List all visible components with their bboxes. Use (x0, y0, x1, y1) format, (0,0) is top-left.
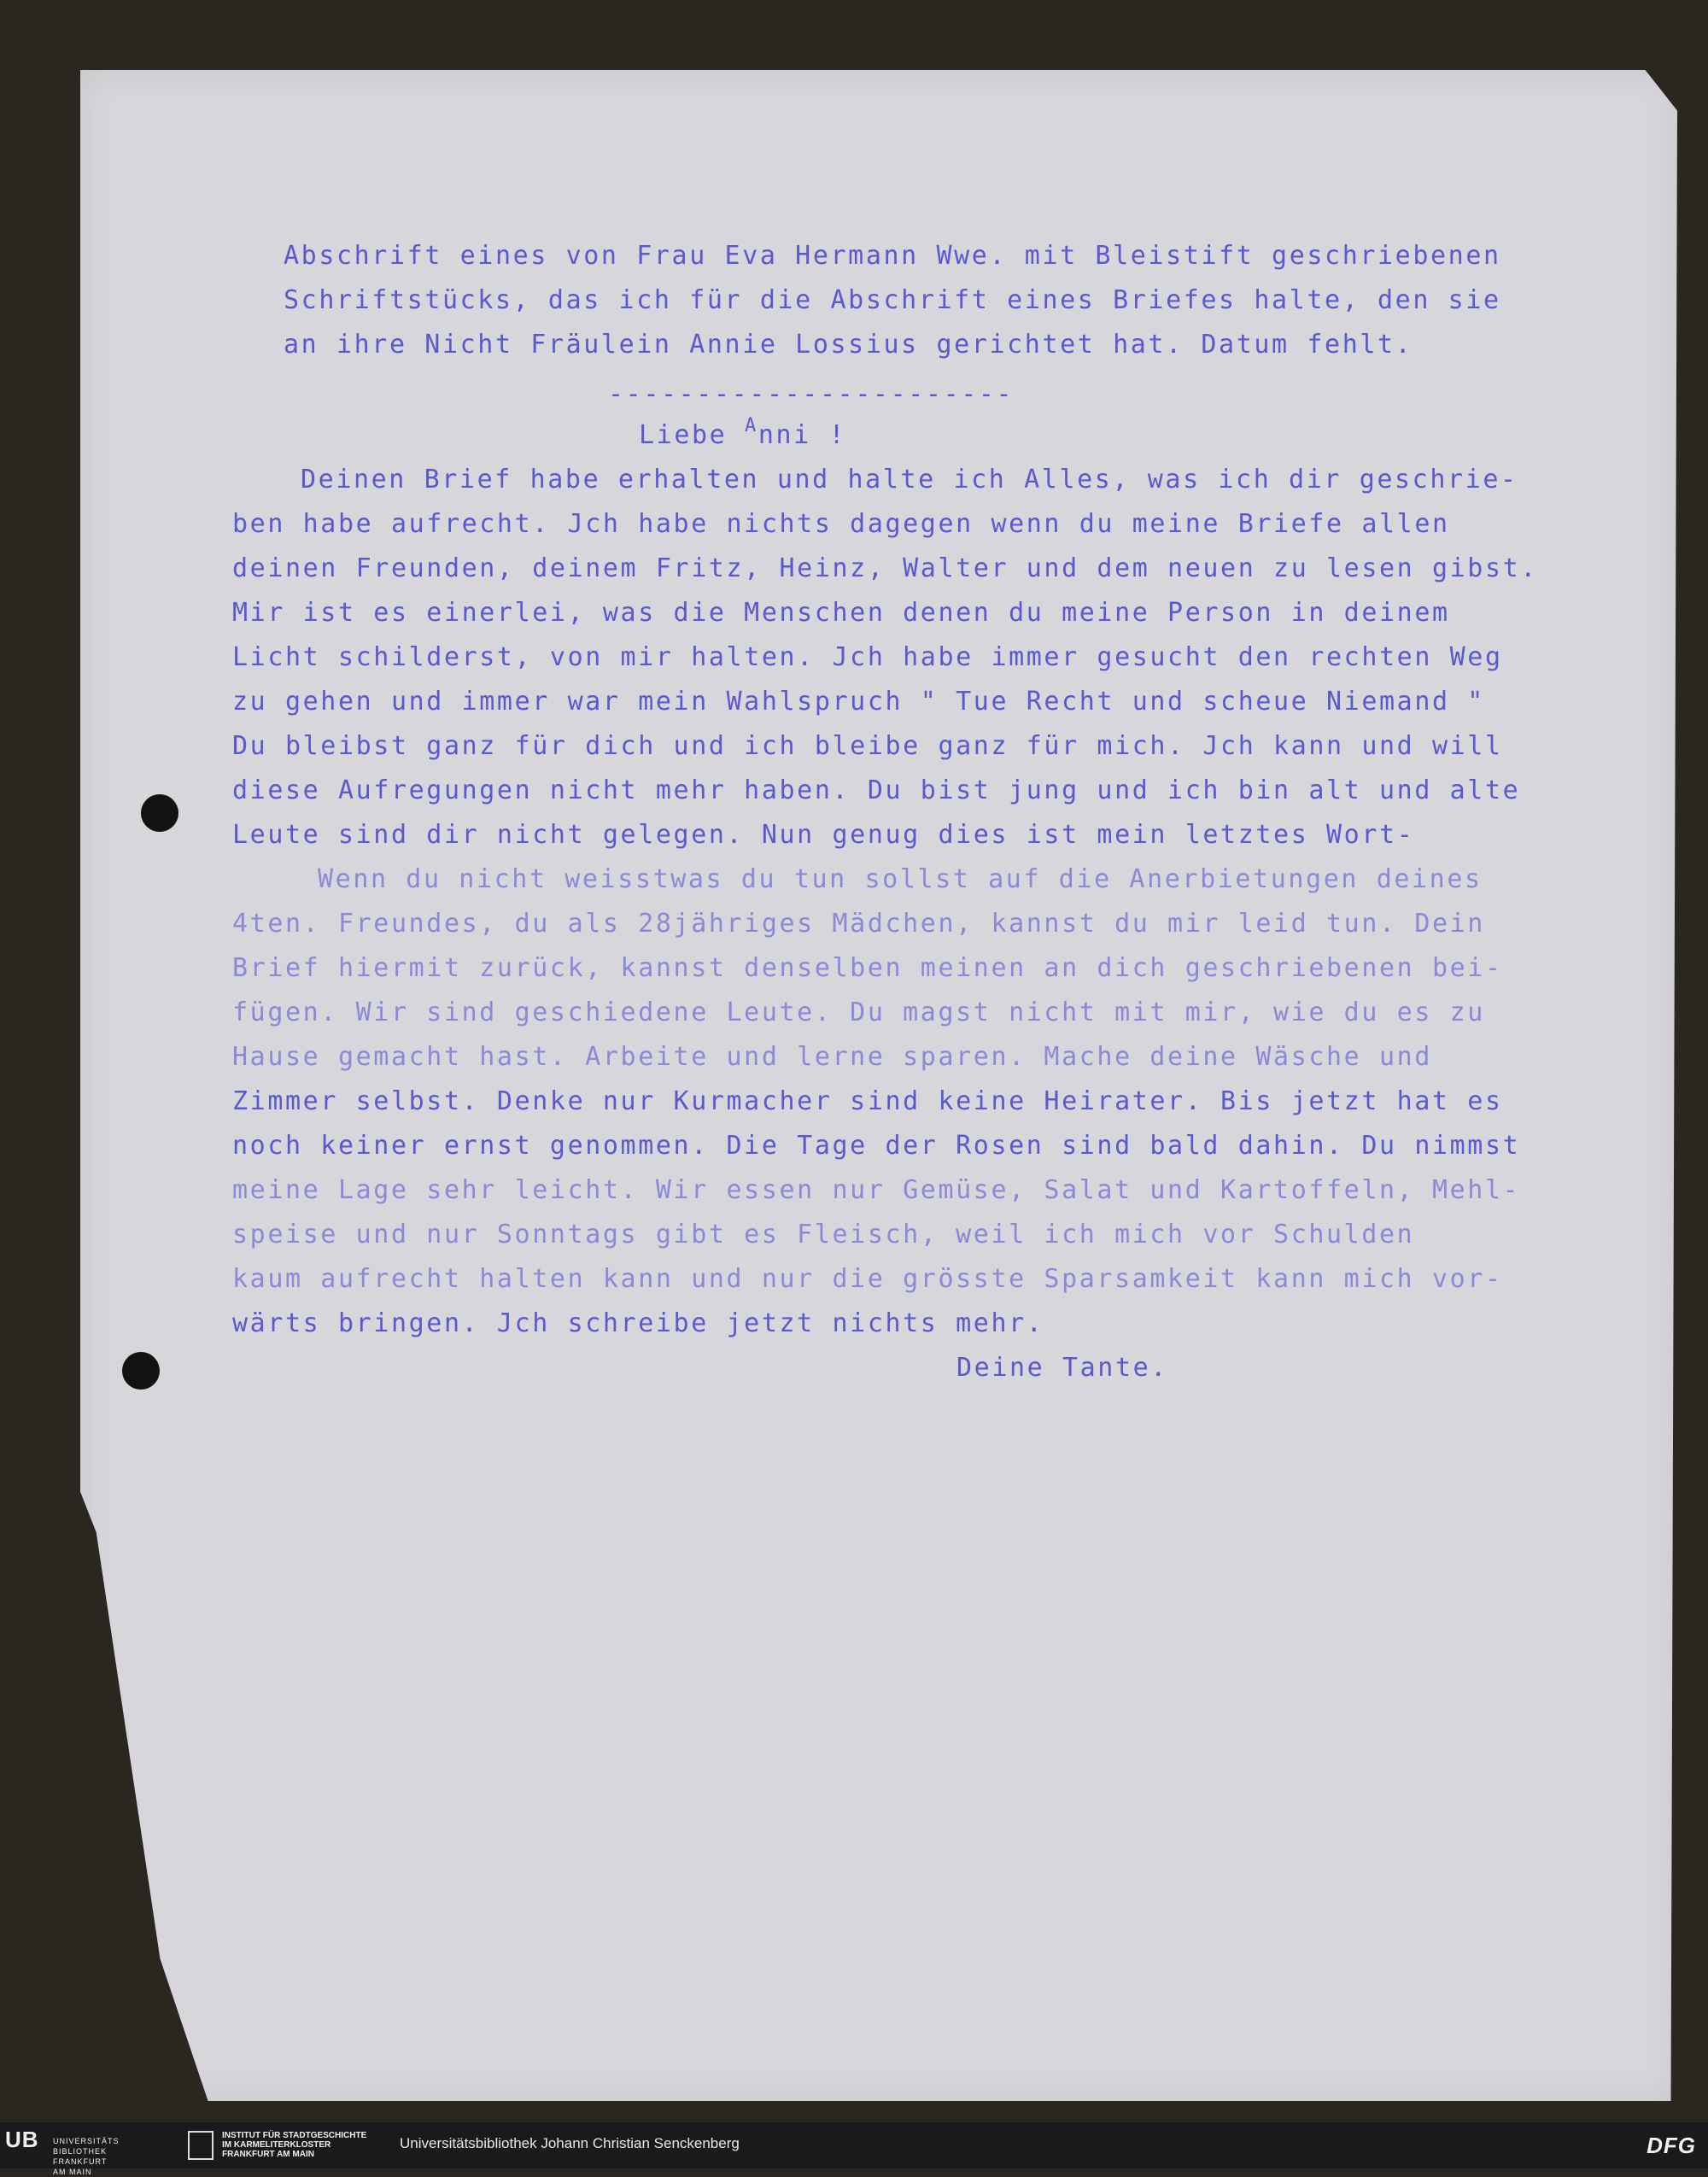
body-line-10: Wenn du nicht weisstwas du tun sollst auf die Anerbietungen deines (318, 864, 1483, 894)
body-line-8: diese Aufregungen nicht mehr haben. Du bist jung und ich bin alt und alte (232, 775, 1521, 805)
body-line-18: speise und nur Sonntags gibt es Fleisch, weil ich mich vor Schulden (232, 1220, 1415, 1249)
punch-hole-bottom (122, 1352, 160, 1390)
salutation-sup: A (744, 415, 758, 436)
salutation-post: nni ! (757, 420, 847, 450)
body-line-13: fügen. Wir sind geschiedene Leute. Du magst nicht mit mir, wie du es zu (232, 998, 1485, 1027)
body-line-5: Licht schilderst, von mir halten. Jch habe immer gesucht den rechten Weg (232, 642, 1503, 672)
isg-logo[interactable] (188, 2129, 376, 2162)
viewer-footer (0, 2122, 1708, 2176)
isg-logo-text: INSTITUT FÜR STADTGESCHICHTE IM KARMELITERKLOSTER FRANKFURT AM MAIN (222, 2131, 367, 2159)
isg-logo-mark (188, 2131, 214, 2160)
salutation-pre: Liebe (639, 420, 745, 450)
body-line-3: deinen Freunden, deinem Fritz, Heinz, Walter und dem neuen zu lesen gibst. (232, 553, 1538, 583)
salutation (639, 413, 846, 460)
closing: Deine Tante. (956, 1353, 1168, 1383)
body-line-20: wärts bringen. Jch schreibe jetzt nichts mehr. (232, 1308, 1044, 1338)
separator: ----------------------- (608, 379, 1015, 409)
body-line-15: Zimmer selbst. Denke nur Kurmacher sind keine Heirater. Bis jetzt hat es (232, 1086, 1503, 1116)
body-line-19: kaum aufrecht halten kann und nur die grösste Sparsamkeit kann mich vor- (232, 1264, 1503, 1294)
header-line-3: an ihre Nicht Fräulein Annie Lossius gerichtet hat. Datum fehlt. (284, 330, 1413, 360)
body-line-2: ben habe aufrecht. Jch habe nichts dagegen wenn du meine Briefe allen (232, 509, 1450, 539)
ub-logo[interactable] (5, 2127, 120, 2176)
body-line-12: Brief hiermit zurück, kannst denselben meinen an dich geschriebenen bei- (232, 953, 1503, 983)
body-line-7: Du bleibst ganz für dich und ich bleibe ganz für mich. Jch kann und will (232, 731, 1503, 761)
ub-logo-text: UNIVERSITÄTS BIBLIOTHEK FRANKFURT AM MAIN (53, 2137, 120, 2176)
body-line-6: zu gehen und immer war mein Wahlspruch " Tue Recht und scheue Niemand " (232, 687, 1485, 717)
body-line-14: Hause gemacht hast. Arbeite und lerne sparen. Mache deine Wäsche und (232, 1042, 1432, 1072)
ub-logo-mark: UB (5, 2127, 39, 2152)
body-line-17: meine Lage sehr leicht. Wir essen nur Gemüse, Salat und Kartoffeln, Mehl- (232, 1175, 1521, 1205)
header-line-2: Schriftstücks, das ich für die Abschrift eines Briefes halte, den sie (284, 285, 1501, 315)
body-line-11: 4ten. Freundes, du als 28jähriges Mädchen, kannst du mir leid tun. Dein (232, 909, 1485, 939)
body-line-9: Leute sind dir nicht gelegen. Nun genug dies ist mein letztes Wort- (232, 820, 1415, 850)
body-line-4: Mir ist es einerlei, was die Menschen denen du meine Person in deinem (232, 598, 1450, 628)
library-title[interactable]: Universitätsbibliothek Johann Christian Senckenberg (400, 2135, 740, 2151)
header-line-1: Abschrift eines von Frau Eva Hermann Wwe. mit Bleistift geschriebenen (284, 241, 1501, 271)
body-line-1: Deinen Brief habe erhalten und halte ich Alles, was ich dir geschrie- (301, 465, 1518, 495)
dfg-logo[interactable]: DFG (1647, 2133, 1696, 2158)
body-line-16: noch keiner ernst genommen. Die Tage der Rosen sind bald dahin. Du nimmst (232, 1131, 1521, 1161)
